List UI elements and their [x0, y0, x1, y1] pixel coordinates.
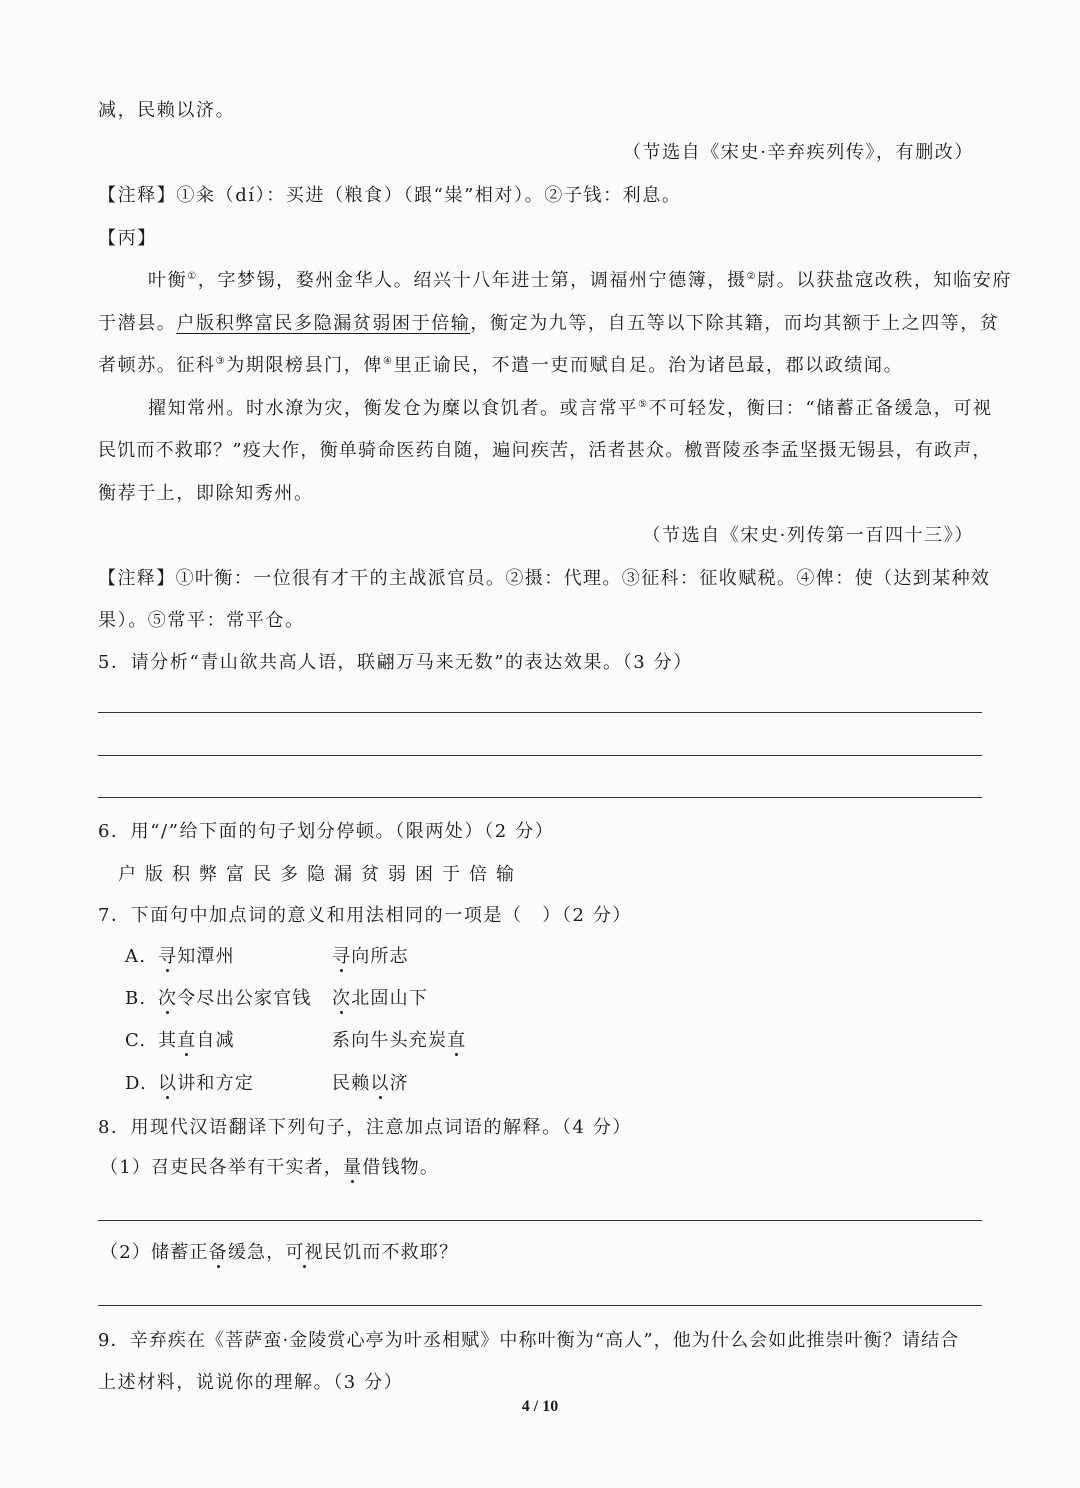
option-phrase-1: 其直自减 — [158, 1030, 235, 1051]
dotted-word: 以 — [370, 1073, 390, 1094]
footnote-marker: ④ — [383, 356, 394, 367]
passage-line — [98, 311, 1000, 337]
option-phrase-2: 系向牛头充炭直 — [332, 1030, 467, 1051]
question-6: 6．用“/”给下面的句子划分停顿。（限两处）（2 分） — [98, 821, 555, 842]
dotted-word: 直 — [447, 1030, 467, 1051]
answer-line[interactable] — [98, 755, 982, 756]
footnote-marker: ② — [746, 271, 758, 282]
answer-line[interactable] — [98, 712, 982, 713]
answer-line[interactable] — [98, 1305, 982, 1306]
option-label: D. — [125, 1073, 147, 1094]
dotted-word: 次 — [332, 988, 352, 1009]
annotation: 【注释】①籴（dí）：买进（粮食）（跟“粜”相对）。②子钱：利息。 — [98, 185, 682, 206]
option-label: B. — [125, 988, 147, 1009]
answer-line[interactable] — [98, 797, 982, 798]
option-d[interactable] — [0, 1071, 1080, 1097]
option-phrase-1: 次令尽出公家官钱 — [158, 988, 312, 1009]
dotted-word: 量 — [343, 1157, 363, 1178]
text-fragment: 里正谕民，不遣一吏而赋自足。治为诸邑最，郡以政绩闻。 — [393, 355, 904, 376]
question-8-item-1: （1）召吏民各举有干实者，量借钱物。 — [100, 1157, 440, 1178]
text-fragment: 尉。以获盐寇改秩，知临安府 — [757, 270, 1012, 291]
question-7: 7．下面句中加点词的意义和用法相同的一项是（ ）（2 分） — [98, 905, 633, 926]
source-citation: （节选自《宋史·辛弃疾列传》，有删改） — [622, 142, 974, 163]
question-9: 9．辛弃疾在《菩萨蛮·金陵赏心亭为叶丞相赋》中称叶衡为“高人”，他为什么会如此推崇叶衡？请结合 — [98, 1330, 960, 1351]
section-heading: 【丙】 — [98, 228, 157, 249]
annotation: 【注释】①叶衡：一位很有才干的主战派官员。②摄：代理。③征科：征收赋税。④俾：使（达到某种效 — [98, 568, 991, 589]
dotted-word: 次 — [158, 988, 178, 1009]
question-5: 5．请分析“青山欲共高人语，联翩万马来无数”的表达效果。（3 分） — [98, 652, 693, 673]
option-a[interactable] — [0, 944, 1080, 970]
option-label: C. — [125, 1030, 147, 1051]
text-fragment: 为期限榜县门，俾 — [226, 355, 383, 376]
text-fragment: ，字梦锡，婺州金华人。绍兴十八年进士第，调福州宁德簿，摄 — [197, 270, 747, 291]
text-fragment: 擢知常州。时水潦为灾，衡发仓为糜以食饥者。或言常平 — [148, 398, 638, 419]
passage-line: 减，民赖以济。 — [98, 100, 236, 121]
question-6-sentence[interactable]: 户版积弊富民多隐漏贫弱困于倍输 — [118, 864, 523, 885]
dotted-word: 寻 — [332, 946, 352, 967]
passage-line — [98, 353, 982, 379]
footnote-marker: ③ — [215, 356, 227, 367]
underlined-sentence: 户版积弊富民多隐漏贫弱困于倍输 — [176, 313, 471, 334]
passage-line: 衡荐于上，即除知秀州。 — [98, 483, 314, 504]
question-8-item-2: （2）储蓄正备缓急，可视民饥而不救耶？ — [100, 1242, 459, 1263]
text-fragment: 于潜县。 — [98, 313, 177, 334]
question-9-cont: 上述材料，说说你的理解。（3 分） — [98, 1372, 404, 1393]
page-number: 4 / 10 — [521, 1398, 559, 1415]
dotted-word: 寻 — [158, 946, 178, 967]
dotted-word: 可视 — [285, 1242, 324, 1263]
passage-line: 民饥而不救耶？”疫大作，衡单骑命医药自随，遍问疾苦，活者甚众。檄晋陵丞李孟坚摄无锡县，有政声， — [98, 440, 992, 461]
answer-line[interactable] — [98, 1220, 982, 1221]
text-fragment: 不可轻发，衡曰：“储蓄正备缓急，可视 — [648, 398, 993, 419]
dotted-word: 以 — [158, 1073, 178, 1094]
source-citation: （节选自《宋史·列传第一百四十三》） — [642, 525, 974, 546]
footnote-marker: ① — [187, 271, 198, 282]
option-phrase-2: 次北固山下 — [332, 988, 429, 1009]
option-phrase-2: 寻向所志 — [332, 946, 409, 967]
question-8: 8．用现代汉语翻译下列句子，注意加点词语的解释。（4 分） — [98, 1117, 633, 1138]
passage-line — [148, 396, 993, 422]
dotted-word: 备 — [208, 1242, 228, 1263]
option-phrase-1: 寻知潭州 — [158, 946, 235, 967]
passage-line — [148, 268, 1012, 294]
option-label: A. — [125, 946, 147, 967]
dotted-word: 直 — [177, 1030, 197, 1051]
annotation: 果）。⑤常平：常平仓。 — [98, 610, 305, 631]
option-b[interactable] — [0, 986, 1080, 1012]
text-fragment: 者顿苏。征科 — [98, 355, 216, 376]
option-phrase-2: 民赖以济 — [332, 1073, 409, 1094]
footnote-marker: ⑤ — [638, 399, 649, 410]
option-c[interactable] — [0, 1028, 1080, 1054]
option-phrase-1: 以讲和方定 — [158, 1073, 255, 1094]
text-fragment: ，衡定为九等，自五等以下除其籍，而均其额于上之四等，贫 — [470, 313, 1000, 334]
text-fragment: 叶衡 — [148, 270, 188, 291]
